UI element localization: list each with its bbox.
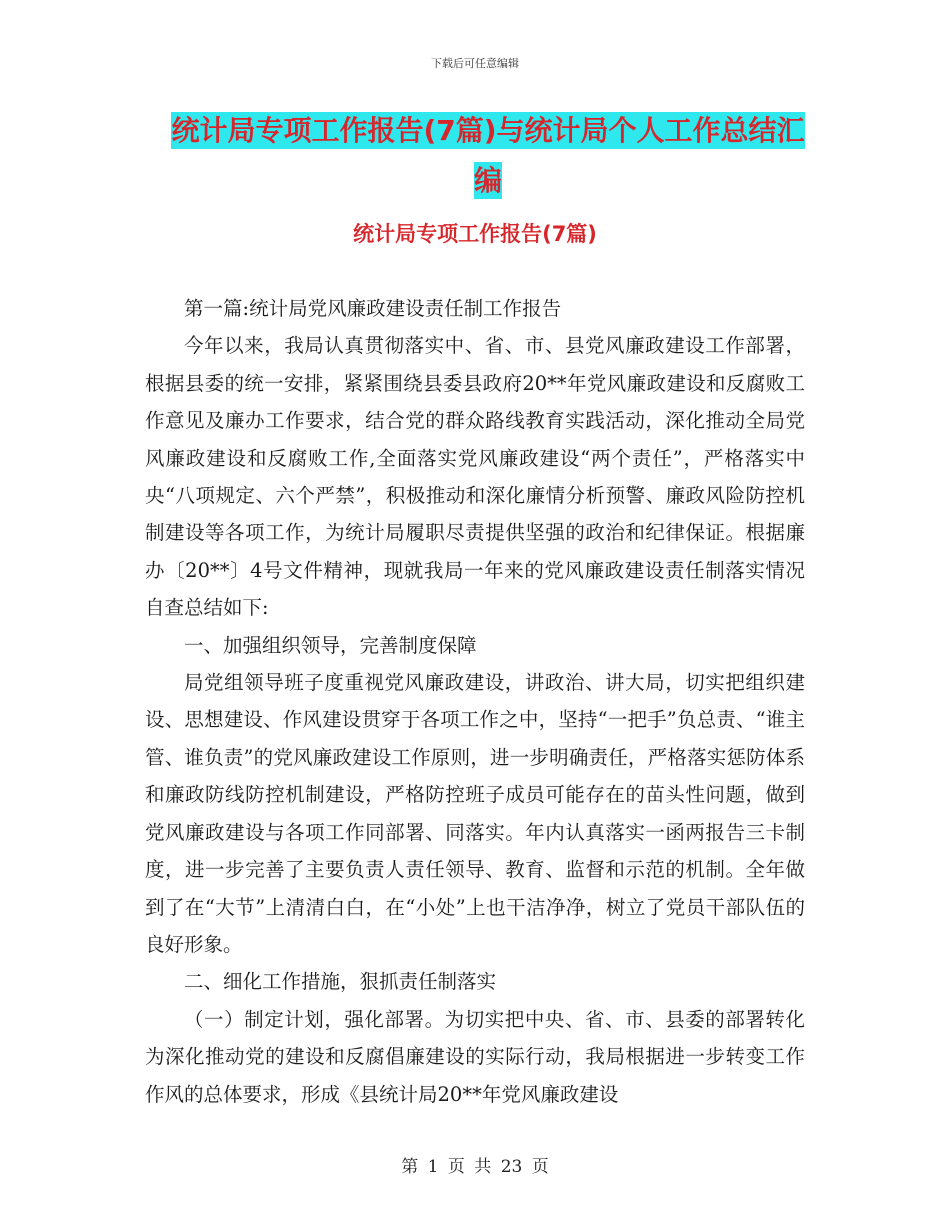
paragraph-section-heading: 二、细化工作措施，狠抓责任制落实: [184, 970, 497, 994]
document-title-line-2: 编: [473, 164, 502, 197]
page-header-note: 下载后可任意编辑: [431, 57, 519, 70]
document-title-line-1: 统计局专项工作报告(7篇)与统计局个人工作总结汇: [171, 114, 805, 147]
page-number-footer: 第 1 页 共 23 页: [401, 1157, 549, 1177]
paragraph: 今年以来，我局认真贯彻落实中、省、市、县党风廉政建设工作部署，根据县委的统一安排，紧紧围绕县委县政府20**年党风廉政建设和反腐败工作意见及廉办工作要求，结合党的群众路线教育实践活动，深化推动全局党风廉政建设和反腐败工作,全面落实党风廉政建设“两个责任”，严格落实中央“八项规定、六个严禁”，积极推动和深化廉情分析预警、廉政风险防控机制建设等各项工作，为统计局履职尽责提供坚强的政治和纪律保证。根据廉办〔20**〕4号文件精神，现就我局一年来的党风廉政建设责任制落实情况自查总结如下:: [145, 334, 805, 620]
paragraph-chapter-heading: 第一篇:统计局党风廉政建设责任制工作报告: [184, 297, 562, 320]
paragraph: （一）制定计划，强化部署。为切实把中央、省、市、县委的部署转化为深化推动党的建设和反腐倡廉建设的实际行动，我局根据进一步转变工作作风的总体要求，形成《县统计局20**年党风廉政建设: [145, 1007, 805, 1106]
section-title: 统计局专项工作报告(7篇): [353, 222, 597, 246]
paragraph: 局党组领导班子度重视党风廉政建设，讲政治、讲大局，切实把组织建设、思想建设、作风建设贯穿于各项工作之中，坚持“一把手”负总责、“谁主管、谁负责”的党风廉政建设工作原则，进一步明确责任，严格落实惩防体系和廉政防线防控机制建设，严格防控班子成员可能存在的苗头性问题，做到党风廉政建设与各项工作同部署、同落实。年内认真落实一函两报告三卡制度，进一步完善了主要负责人责任领导、教育、监督和示范的机制。全年做到了在“大节”上清清白白，在“小处”上也干洁净净，树立了党员干部队伍的良好形象。: [145, 671, 805, 956]
document-title: [148, 106, 828, 206]
paragraph-section-heading: 一、加强组织领导，完善制度保障: [184, 633, 477, 657]
document-body: [145, 290, 805, 1113]
